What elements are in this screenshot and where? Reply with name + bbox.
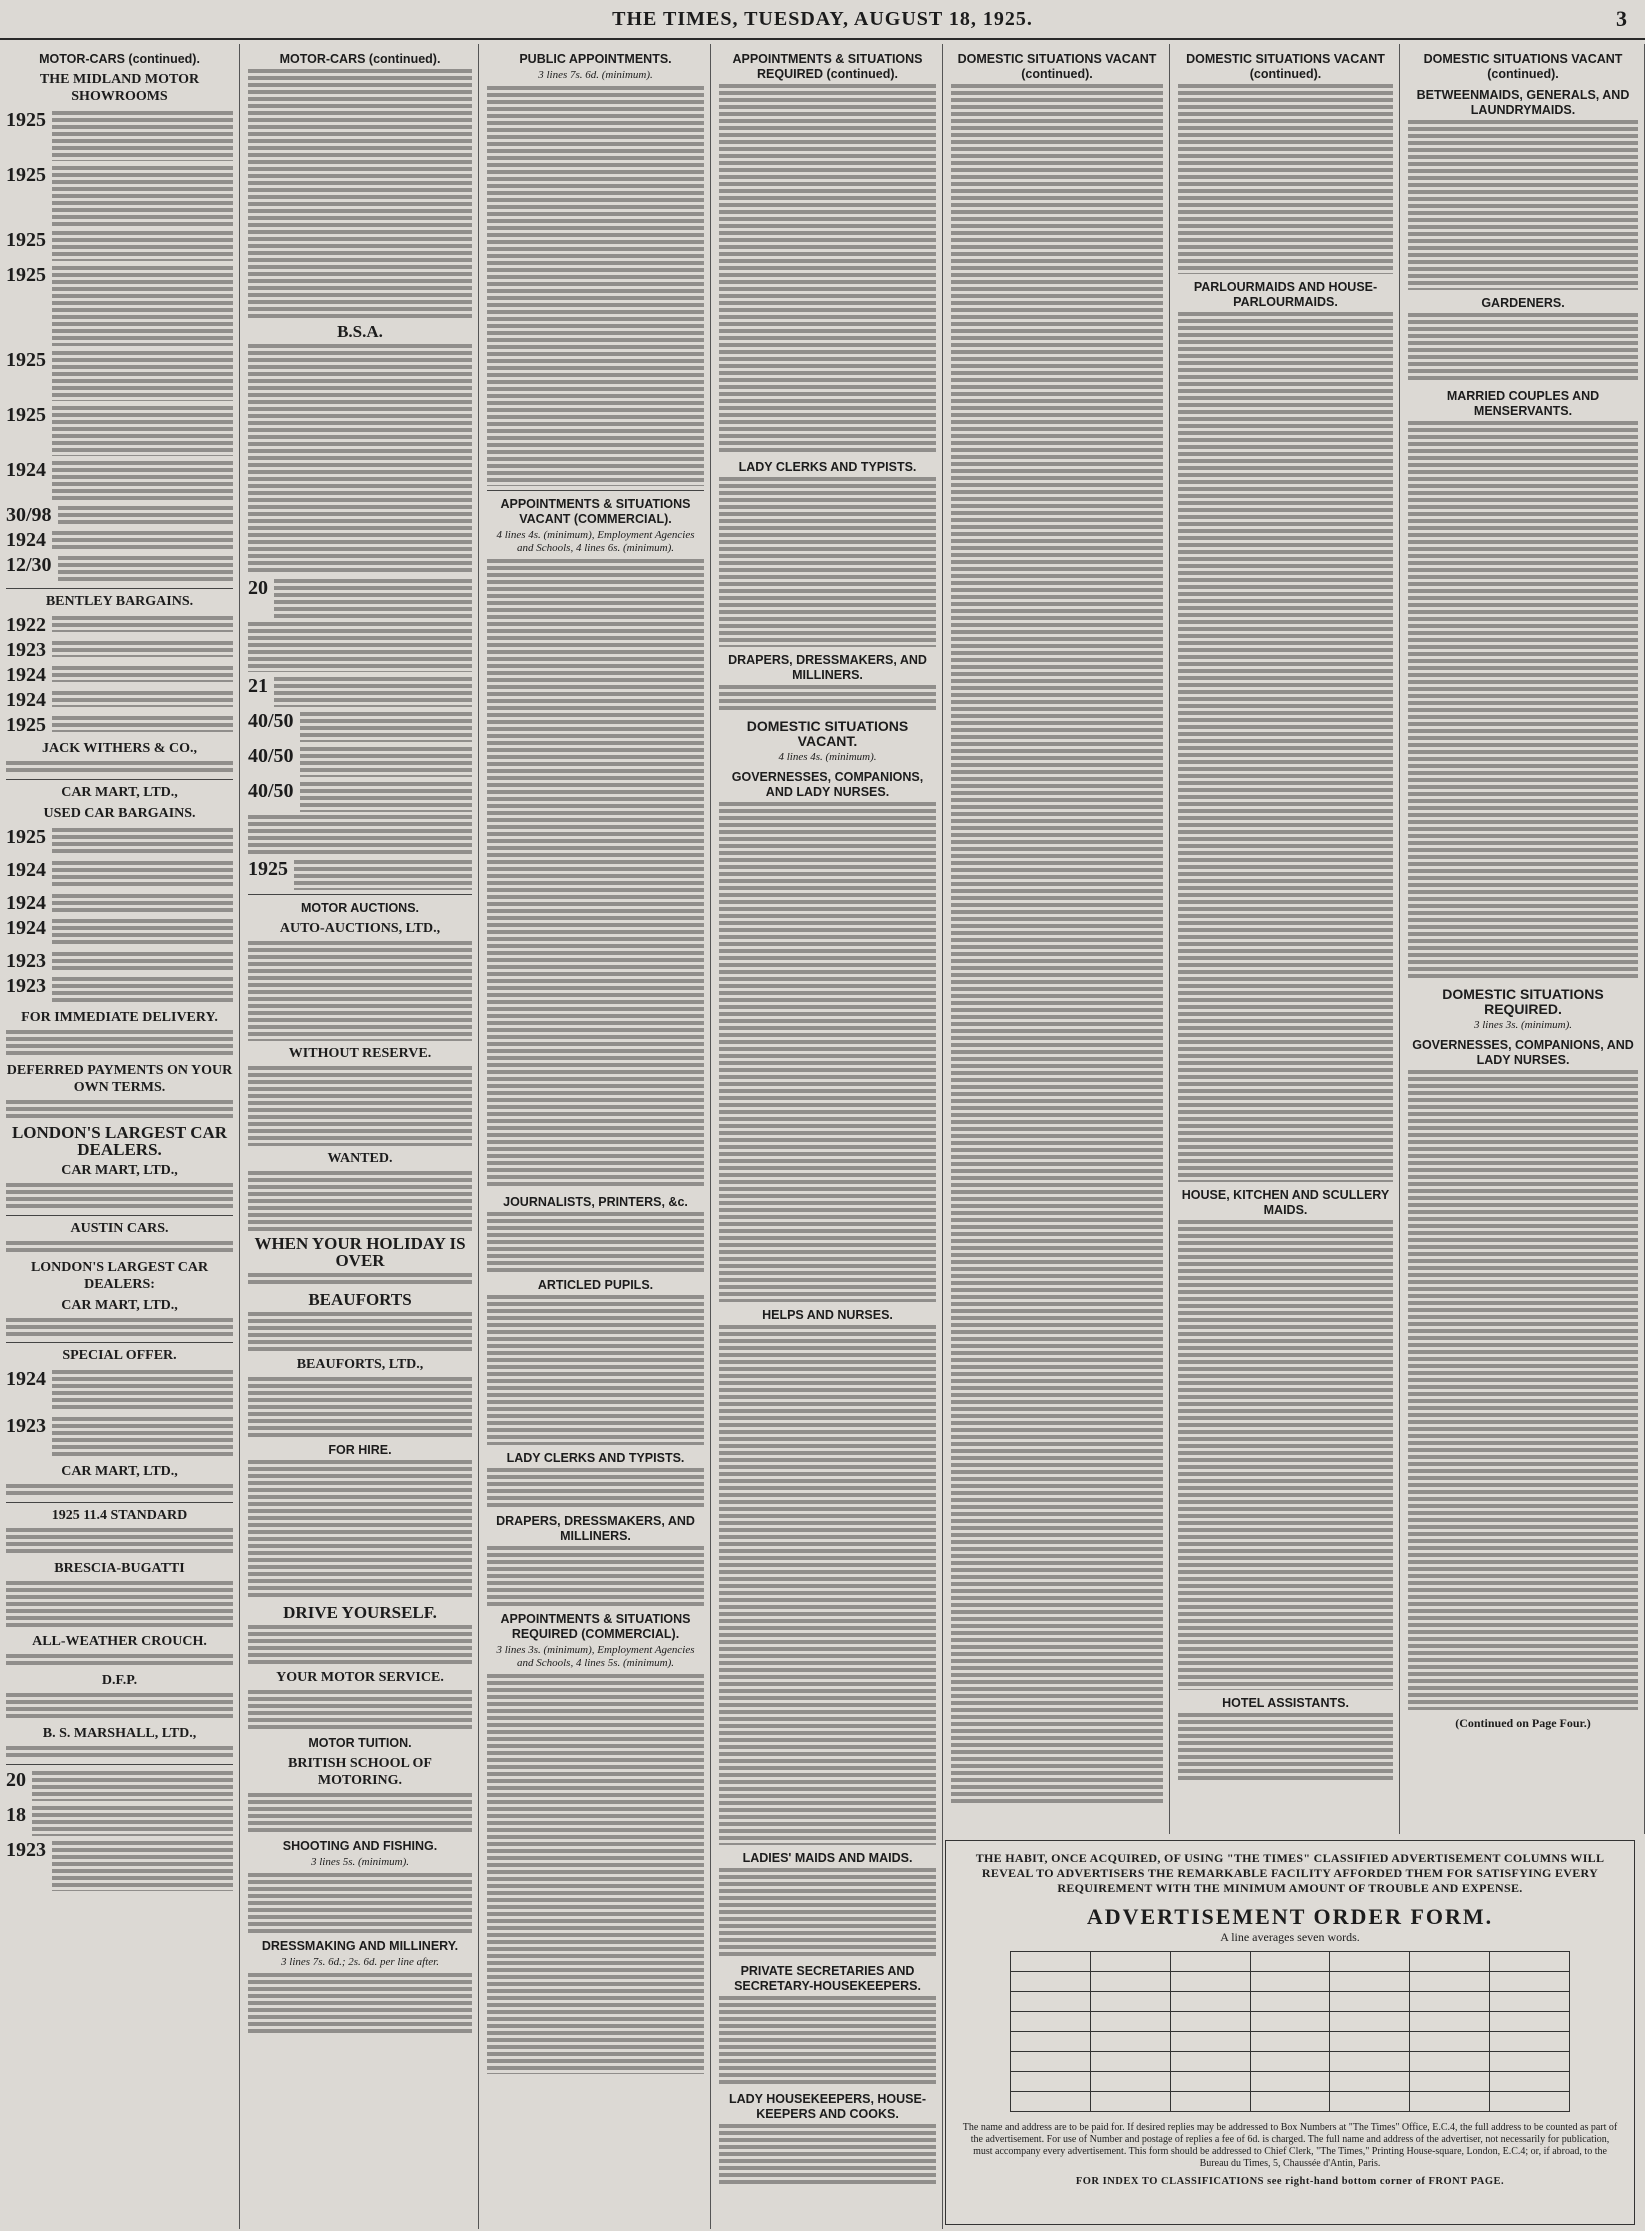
listing: 1925 — [6, 404, 233, 456]
listing: 1925 — [6, 109, 233, 161]
section-header: BETWEENMAIDS, GENERALS, AND LAUNDRYMAIDS. — [1416, 88, 1630, 117]
form-subtitle: A line averages seven words. — [1220, 1930, 1360, 1944]
section-rate: 3 lines 3s. (minimum). — [1473, 1019, 1573, 1031]
section-rate: 4 lines 4s. (minimum), Employment Agencies and Schools, 4 lines 6s. (minimum). — [496, 529, 695, 554]
section-rate: 3 lines 5s. (minimum). — [310, 1856, 410, 1868]
listing: 1923 — [6, 950, 233, 972]
listing: 1925 — [6, 229, 233, 261]
sub-heading: 1925 11.4 STANDARD — [51, 1508, 188, 1523]
listing: 1924 — [6, 892, 233, 914]
section-header: APPOINTMENTS & SITUATIONS REQUIRED (continued). — [732, 52, 923, 81]
listing: 1924 — [6, 664, 233, 686]
form-index-note: FOR INDEX TO CLASSIFICATIONS see right-hand bottom corner of FRONT PAGE. — [1075, 2176, 1505, 2187]
masthead — [0, 0, 1645, 40]
section-header: PRIVATE SECRETARIES AND SECRETARY-HOUSEKEEPERS. — [734, 1964, 921, 1993]
form-note: The name and address are to be paid for. If desired replies may be addressed to Box Numbers at "The Times" Office, E.C.4, the full address to be counted as part of the advertisement. For use of Number and postage of replies a fee of 6d. is charged. The full name and address of the advertiser, not necessarily for publication, must accompany every advertisement. This form should be addressed to Chief Clerk, "The Times," Printing House-square, London, E.C.4; or, if abroad, to the Bureau du Times, 5, Chaussée d'Antin, Paris. — [962, 2122, 1618, 2169]
listing: 1923 — [6, 975, 233, 1005]
column-motor-cars-1 — [0, 44, 240, 2229]
section-header: SHOOTING AND FISHING. — [282, 1839, 438, 1853]
dealer-name: JACK WITHERS & CO., — [42, 741, 197, 756]
section-rate: 3 lines 7s. 6d. (minimum). — [538, 69, 653, 81]
dealer-name: CAR MART, LTD., — [61, 1163, 178, 1178]
listing: 1925 — [6, 714, 233, 736]
sub-heading: WHEN YOUR HOLIDAY IS OVER — [254, 1234, 466, 1270]
listing: 40/50 — [248, 780, 472, 812]
section-header: PARLOURMAIDS AND HOUSE-PARLOURMAIDS. — [1193, 280, 1378, 309]
section-header: DOMESTIC SITUATIONS VACANT. — [746, 718, 909, 749]
sub-heading: USED CAR BARGAINS. — [43, 806, 196, 821]
form-title: ADVERTISEMENT ORDER FORM. — [1086, 1904, 1494, 1929]
sub-heading: BRESCIA-BUGATTI — [54, 1561, 185, 1576]
sub-heading: B.S.A. — [337, 322, 383, 341]
section-header: GOVERNESSES, COMPANIONS, AND LADY NURSES. — [731, 770, 924, 799]
column-domestic-vacant-2 — [1172, 44, 1400, 1834]
sub-heading: FOR IMMEDIATE DELIVERY. — [21, 1010, 218, 1025]
section-header: LADY CLERKS AND TYPISTS. — [506, 1451, 685, 1465]
sub-heading: BRITISH SCHOOL OF MOTORING. — [288, 1756, 432, 1788]
listing: 1923 — [6, 1415, 233, 1459]
section-header: LADY HOUSEKEEPERS, HOUSE-KEEPERS AND COOKS. — [728, 2092, 927, 2121]
listing: 1925 — [248, 858, 472, 890]
listing: 1925 — [6, 264, 233, 346]
section-header: DRAPERS, DRESSMAKERS, AND MILLINERS. — [728, 653, 927, 682]
listing: 1922 — [6, 614, 233, 636]
listing: 1924 — [6, 689, 233, 711]
column-situations-required — [713, 44, 943, 2229]
section-header: HOUSE, KITCHEN AND SCULLERY MAIDS. — [1181, 1188, 1390, 1217]
sub-heading: D.F.P. — [101, 1673, 138, 1688]
section-rate: 3 lines 3s. (minimum), Employment Agencies and Schools, 4 lines 5s. (minimum). — [496, 1644, 695, 1669]
sub-heading: LONDON'S LARGEST CAR DEALERS: — [30, 1260, 209, 1292]
dealer-name: CAR MART, LTD., — [61, 1464, 178, 1479]
listing: 20 — [248, 577, 472, 619]
form-intro: THE HABIT, ONCE ACQUIRED, OF USING "THE TIMES" CLASSIFIED ADVERTISEMENT COLUMNS WILL REVEAL TO ADVERTISERS THE REMARKABLE FACILITY AFFORDED THEM FOR SATISFYING EVERY REQUIREMENT WITH THE MINIMUM AMOUNT OF TROUBLE AND EXPENSE. — [975, 1851, 1605, 1895]
listing: 1924 — [6, 459, 233, 501]
section-header: DRAPERS, DRESSMAKERS, AND MILLINERS. — [496, 1514, 695, 1543]
sub-heading: WANTED. — [327, 1151, 393, 1166]
listing: 1925 — [6, 164, 233, 226]
listing: 21 — [248, 675, 472, 707]
column-domestic-vacant-1 — [945, 44, 1170, 1834]
sub-heading: WITHOUT RESERVE. — [288, 1046, 432, 1061]
sub-heading: AUSTIN CARS. — [70, 1221, 169, 1236]
section-header: JOURNALISTS, PRINTERS, &c. — [503, 1195, 688, 1209]
column-appointments — [481, 44, 711, 2229]
sub-heading: ALL-WEATHER CROUCH. — [32, 1634, 207, 1649]
section-header: GOVERNESSES, COMPANIONS, AND LADY NURSES. — [1412, 1038, 1634, 1067]
section-header: HOTEL ASSISTANTS. — [1222, 1696, 1349, 1710]
sub-heading: LONDON'S LARGEST CAR DEALERS. — [11, 1123, 228, 1159]
listing: 1923 — [6, 639, 233, 661]
section-rate: 4 lines 4s. (minimum). — [778, 751, 877, 763]
listing: 40/50 — [248, 710, 472, 742]
listing: 1925 — [6, 349, 233, 401]
column-domestic-vacant-3 — [1402, 44, 1645, 1834]
section-header: MARRIED COUPLES AND MENSERVANTS. — [1446, 389, 1600, 418]
sub-heading: DEFERRED PAYMENTS ON YOUR OWN TERMS. — [6, 1063, 233, 1095]
listing: 40/50 — [248, 745, 472, 777]
listing: 20 — [6, 1769, 233, 1801]
listing: 1924 — [6, 529, 233, 551]
section-header: DOMESTIC SITUATIONS VACANT (continued). — [1186, 52, 1385, 81]
section-header: HELPS AND NURSES. — [762, 1308, 893, 1322]
dealer-name: CAR MART, LTD., — [61, 785, 178, 800]
section-header: LADIES' MAIDS AND MAIDS. — [742, 1851, 913, 1865]
listing: 1924 — [6, 917, 233, 947]
listing: 1925 — [6, 826, 233, 856]
section-header: FOR HIRE. — [328, 1443, 392, 1457]
sub-heading: YOUR MOTOR SERVICE. — [276, 1670, 444, 1685]
section-header: MOTOR TUITION. — [308, 1736, 412, 1750]
section-header: ARTICLED PUPILS. — [537, 1278, 654, 1292]
column-motor-cars-2 — [242, 44, 479, 2229]
section-header: DOMESTIC SITUATIONS VACANT (continued). — [957, 52, 1157, 81]
section-header: PUBLIC APPOINTMENTS. — [519, 52, 672, 66]
dealer-name: THE MIDLAND MOTOR SHOWROOMS — [39, 72, 200, 104]
listing: 1924 — [6, 1368, 233, 1412]
sub-heading: DRIVE YOURSELF. — [283, 1603, 437, 1622]
listing: 12/30 — [6, 554, 233, 584]
sub-heading: SPECIAL OFFER. — [62, 1348, 177, 1363]
dealer-name: CAR MART, LTD., — [61, 1298, 178, 1313]
form-grid[interactable] — [1010, 1951, 1570, 2112]
advertisement-order-form — [945, 1840, 1635, 2225]
section-header: DOMESTIC SITUATIONS REQUIRED. — [1442, 986, 1604, 1017]
section-header: MOTOR AUCTIONS. — [300, 901, 420, 915]
section-header: DRESSMAKING AND MILLINERY. — [261, 1939, 459, 1953]
listing: 1923 — [6, 1839, 233, 1891]
section-header: MOTOR-CARS (continued). — [279, 52, 441, 66]
section-header: APPOINTMENTS & SITUATIONS VACANT (COMMERCIAL). — [500, 497, 691, 526]
page-number: 3 — [1616, 6, 1627, 31]
listing: 30/98 — [6, 504, 233, 526]
section-header: GARDENERS. — [1481, 296, 1565, 310]
bentley-heading: BENTLEY BARGAINS. — [45, 594, 194, 609]
sub-heading: AUTO-AUCTIONS, LTD., — [279, 921, 441, 936]
section-rate: 3 lines 7s. 6d.; 2s. 6d. per line after. — [281, 1956, 439, 1968]
continued-note: (Continued on Page Four.) — [1455, 1716, 1591, 1730]
section-header: LADY CLERKS AND TYPISTS. — [738, 460, 917, 474]
listing: 1924 — [6, 859, 233, 889]
masthead-title: THE TIMES, TUESDAY, AUGUST 18, 1925. — [612, 8, 1033, 30]
section-header: DOMESTIC SITUATIONS VACANT (continued). — [1423, 52, 1623, 81]
dealer-name: BEAUFORTS, LTD., — [296, 1357, 424, 1372]
section-header: MOTOR-CARS (continued). — [39, 52, 200, 66]
listing: 18 — [6, 1804, 233, 1836]
sub-heading: BEAUFORTS — [308, 1290, 412, 1309]
section-header: APPOINTMENTS & SITUATIONS REQUIRED (COMMERCIAL). — [500, 1612, 691, 1641]
dealer-name: B. S. MARSHALL, LTD., — [42, 1726, 197, 1741]
